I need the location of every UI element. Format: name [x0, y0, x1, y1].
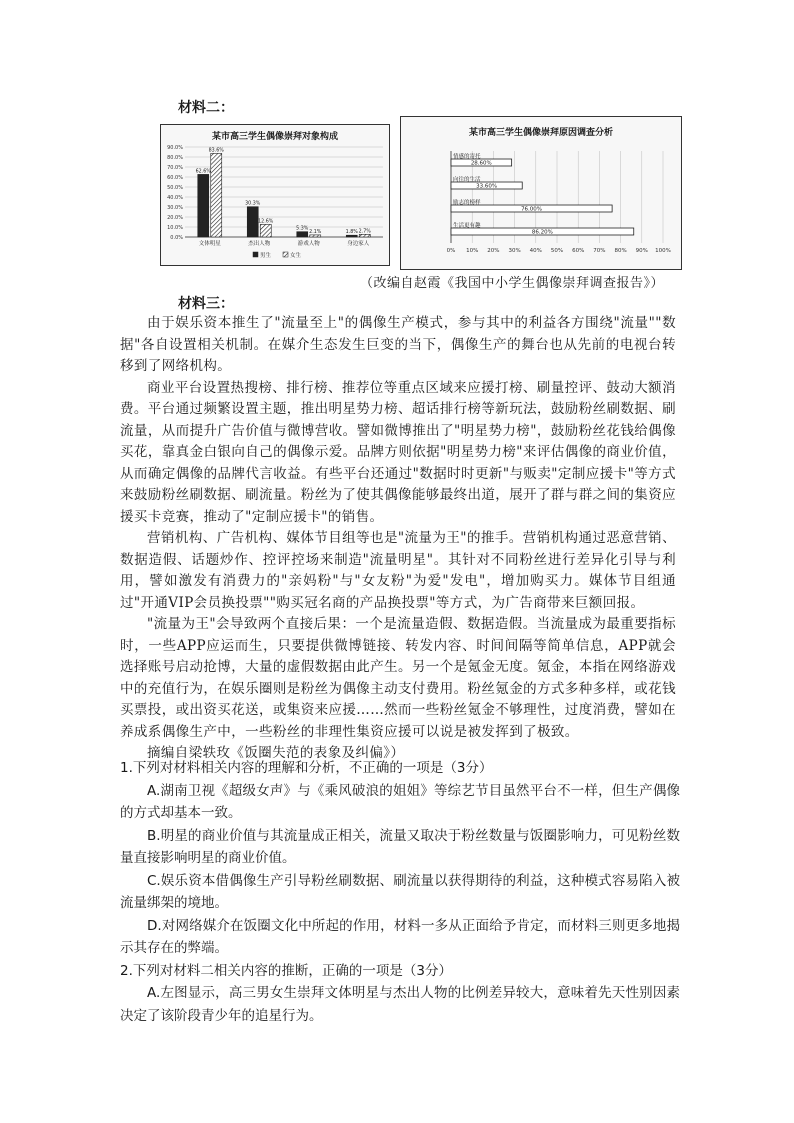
- bar-男生: [198, 174, 209, 237]
- y-tick-label: 70.0%: [167, 165, 183, 171]
- bar-女生: [260, 224, 271, 237]
- category-label: 身边家人: [347, 241, 370, 247]
- legend-label: 男生: [260, 253, 272, 259]
- material3-heading: 材料三：: [178, 296, 234, 312]
- material3-source: 摘编自梁轶玫《饭圈失范的表象及纠偏》）: [147, 745, 405, 761]
- category-label: 向往的生活: [453, 177, 481, 183]
- x-tick-label: 100%: [655, 248, 671, 254]
- legend-swatch: [283, 252, 288, 257]
- questions: [120, 757, 680, 1027]
- data-label: 83.6%: [208, 148, 224, 154]
- data-label: 1.8%: [345, 230, 358, 236]
- right-chart-svg: [401, 117, 681, 269]
- material3-body: [120, 313, 676, 765]
- y-tick-label: 80.0%: [167, 155, 183, 161]
- x-tick-label: 40%: [529, 248, 542, 254]
- y-tick-label: 60.0%: [167, 175, 183, 181]
- data-label: 2.7%: [358, 229, 371, 235]
- y-tick-label: 30.0%: [167, 205, 183, 211]
- question-stem: 1.下列对材料相关内容的理解和分析，不正确的一项是（3分）: [120, 760, 493, 776]
- paragraph: 商业平台设置热搜榜、排行榜、推荐位等重点区域来应援打榜、刷量控评、鼓动大额消费。平台通过频繁设置主题，推出明星势力榜、超话排行榜等新玩法，鼓励粉丝刷数据、刷流量，从而提升广告价值与微博营收。譬如微博推出了"明星势力榜"，鼓励粉丝花钱给偶像买花，靠真金白银向自己的偶像示爱。品牌方则依据"明星势力榜"来评估偶像的商业价值，从而确定偶像的品牌代言收益。有些平台还通过"数据时时更新"与贩卖"定制应援卡"等方式来鼓励粉丝刷数据、刷流量。粉丝为了使其偶像能够最终出道，展开了群与群之间的集资应援买卡竞赛，推动了"定制应援卡"的销售。: [120, 379, 676, 525]
- question-option: C.娱乐资本借偶像生产引导粉丝刷数据、刷流量以获得期待的利益，这种模式容易陷入被流量绑架的境地。: [120, 872, 680, 911]
- bar-女生: [359, 234, 370, 237]
- category-label: 情感的寄托: [453, 154, 481, 160]
- left-chart: [160, 124, 390, 266]
- right-chart-title: 某市高三学生偶像崇拜原因调查分析: [468, 128, 613, 138]
- question-stem: 2.下列对材料二相关内容的推断，正确的一项是（3分）: [120, 962, 452, 979]
- figures-row: [160, 116, 680, 268]
- x-tick-label: 0%: [446, 248, 456, 254]
- x-tick-label: 20%: [487, 248, 500, 254]
- material2-source: （改编自赵霞《我国中小学生偶像崇拜调查报告》）: [360, 276, 665, 291]
- y-tick-label: 10.0%: [167, 225, 183, 231]
- paragraph: 由于娱乐资本推生了"流量至上"的偶像生产模式，参与其中的利益各方围绕"流量""数据"各自设置相关机制。在媒介生态发生巨变的当下，偶像生产的舞台也从先前的电视台转移到了网络机构。: [120, 315, 676, 374]
- bar-女生: [310, 235, 321, 237]
- left-chart-svg: [161, 125, 389, 265]
- bar-男生: [297, 232, 308, 237]
- y-tick-label: 40.0%: [167, 195, 183, 201]
- x-tick-label: 60%: [572, 248, 585, 254]
- y-tick-label: 20.0%: [167, 215, 183, 221]
- question-option: A.湖南卫视《超级女声》与《乘风破浪的姐姐》等综艺节目虽然平台不一样，但生产偶像的方式却基本一致。: [120, 782, 680, 821]
- y-tick-label: 50.0%: [167, 185, 183, 191]
- question-option: A.左图显示，高三男女生崇拜文体明星与杰出人物的比例差异较大，意味着先天性别因素决定了该阶段青少年的追星行为。: [120, 985, 680, 1024]
- bar-女生: [211, 153, 222, 237]
- x-tick-label: 80%: [614, 248, 627, 254]
- data-label: 86.20%: [531, 229, 553, 236]
- question-option: B.明星的商业价值与其流量成正相关，流量又取决于粉丝数量与饭圈影响力，可见粉丝数量直接影响明星的商业价值。: [120, 827, 680, 866]
- x-tick-label: 90%: [635, 248, 648, 254]
- data-label: 30.3%: [245, 201, 261, 207]
- y-tick-label: 0.0%: [170, 235, 183, 241]
- x-tick-label: 10%: [466, 248, 479, 254]
- data-label: 62.6%: [195, 169, 211, 175]
- paragraph: 营销机构、广告机构、媒体节目组等也是"流量为王"的推手。营销机构通过恶意营销、数据造假、话题炒作、控评控场来制造"流量明星"。其针对不同粉丝进行差异化引导与利用，譬如激发有消费力的"亲妈粉"与"女友粉"为爱"发电"，增加购买力。媒体节目组通过"开通VIP会员换投票""购买冠名商的产品换投票"等方式，为广告商带来巨额回报。: [120, 530, 676, 611]
- data-label: 76.00%: [521, 206, 543, 213]
- paragraph: "流量为王"会导致两个直接后果：一个是流量造假、数据造假。当流量成为最重要指标时，一些APP应运而生，只要提供微博链接、转发内容、时间间隔等简单信息，APP就会选择账号启动抢博，大量的虚假数据由此产生。另一个是氪金无度。氪金，本指在网络游戏中的充值行为，在娱乐圈则是粉丝为偶像主动支付费用。粉丝氪金的方式多种多样，或花钱买票投，或出资买花送，或集资来应援……然而一些粉丝氪金不够理性，过度消费，譬如在养成系偶像生产中，一些粉丝的非理性集资应援可以说是被发挥到了极致。: [120, 616, 676, 740]
- x-tick-label: 30%: [508, 248, 521, 254]
- legend-swatch: [253, 252, 258, 257]
- x-tick-label: 70%: [593, 248, 606, 254]
- material2-heading: 材料二：: [178, 100, 234, 116]
- right-chart: [400, 116, 682, 270]
- category-label: 励志的榜样: [453, 200, 481, 206]
- left-chart-title: 某市高三学生偶像崇拜对象构成: [211, 132, 338, 142]
- data-label: 28.60%: [470, 160, 492, 167]
- data-label: 33.60%: [476, 183, 498, 190]
- question-option: D.对网络媒介在饭圈文化中所起的作用，材料一多从正面给予肯定，而材料三则更多地揭示其存在的弊端。: [120, 917, 680, 956]
- data-label: 12.6%: [258, 219, 274, 225]
- category-label: 生活更有趣: [453, 223, 481, 229]
- y-tick-label: 90.0%: [167, 145, 183, 151]
- legend-label: 女生: [290, 253, 302, 259]
- category-label: 杰出人物: [248, 241, 271, 247]
- bar-男生: [346, 235, 357, 237]
- x-tick-label: 50%: [550, 248, 564, 254]
- bar-男生: [247, 207, 258, 237]
- data-label: 5.3%: [296, 226, 309, 232]
- category-label: 文体明星: [198, 241, 221, 247]
- data-label: 2.1%: [309, 229, 322, 235]
- category-label: 游戏人物: [297, 241, 320, 247]
